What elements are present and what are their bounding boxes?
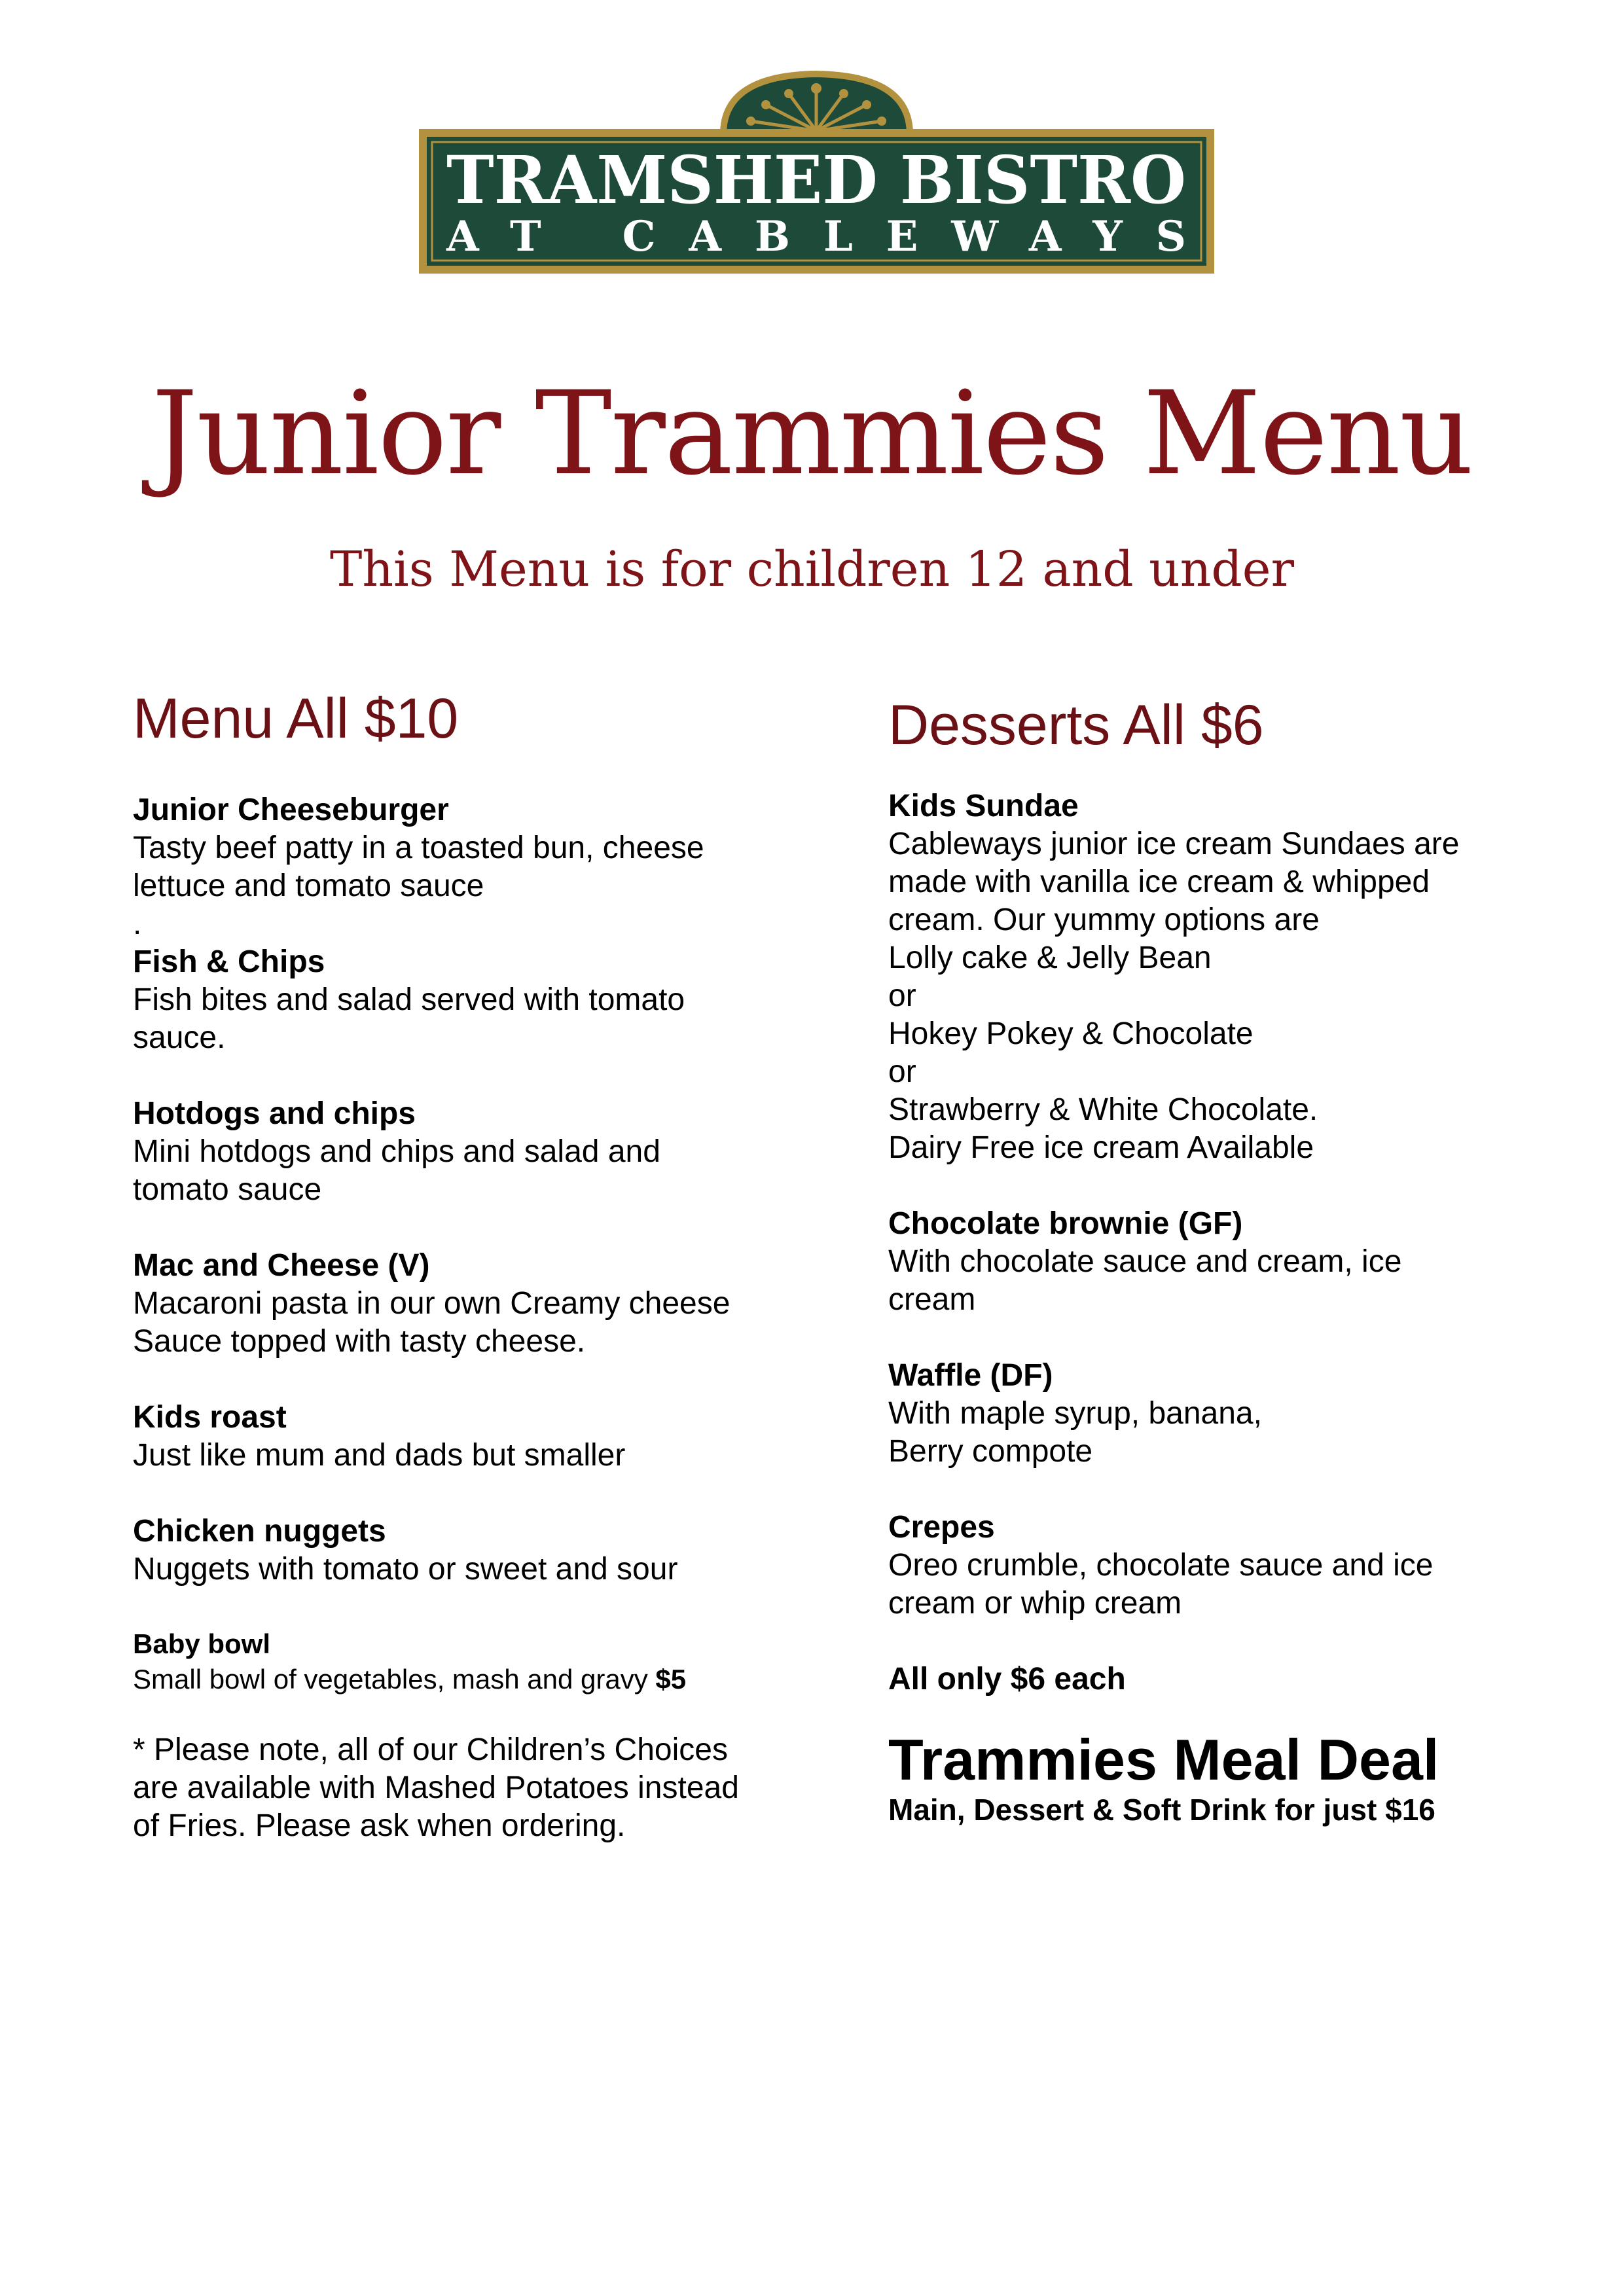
- item-description: [888, 1547, 1582, 1623]
- note-line: * Please note, all of our Children’s Choices: [133, 1732, 728, 1767]
- item-name: Waffle (DF): [888, 1358, 1053, 1393]
- menu-item-chicken-nuggets: [133, 1513, 807, 1588]
- item-name: Baby bowl: [133, 1628, 271, 1659]
- item-description: [133, 1133, 807, 1209]
- tramshed-bistro-logo: [416, 69, 1218, 277]
- desserts-column: [888, 694, 1582, 1828]
- item-description-line: Nuggets with tomato or sweet and sour: [133, 1552, 678, 1587]
- meal-deal-title: Trammies Meal Deal: [888, 1727, 1439, 1792]
- menu-item-chocolate-brownie: [888, 1205, 1582, 1319]
- mains-heading: Menu All $10: [133, 687, 459, 750]
- item-description-line: cream. Our yummy options are: [888, 903, 1320, 937]
- item-description-line: made with vanilla ice cream & whipped: [888, 865, 1430, 899]
- item-description-line: Tasty beef patty in a toasted bun, cheese: [133, 831, 704, 865]
- item-description-line: Mini hotdogs and chips and salad and: [133, 1134, 660, 1169]
- menu-item-mac-and-cheese: [133, 1247, 807, 1361]
- item-name: Mac and Cheese (V): [133, 1248, 430, 1283]
- note-line: of Fries. Please ask when ordering.: [133, 1808, 626, 1843]
- item-description: [133, 1437, 807, 1475]
- item-description: [888, 1395, 1582, 1471]
- item-description-line: Cableways junior ice cream Sundaes are: [888, 827, 1460, 861]
- item-description-line: cream: [888, 1282, 976, 1317]
- item-name: Fish & Chips: [133, 944, 325, 979]
- mains-column: [133, 687, 807, 1845]
- page-subtitle: This Menu is for children 12 and under: [330, 541, 1294, 598]
- logo-line-2: AT CABLEWAYS: [446, 212, 1186, 261]
- item-name: Chicken nuggets: [133, 1514, 386, 1549]
- item-description-line: tomato sauce: [133, 1172, 322, 1207]
- logo-line-1: TRAMSHED BISTRO: [446, 141, 1186, 219]
- item-name: Hotdogs and chips: [133, 1096, 416, 1131]
- menu-item-kids-roast: [133, 1399, 807, 1475]
- item-description-line: Berry compote: [888, 1434, 1093, 1469]
- item-description-line: sauce.: [133, 1020, 226, 1055]
- item-description: [133, 1551, 807, 1588]
- item-description-line: Oreo crumble, chocolate sauce and ice: [888, 1548, 1434, 1583]
- item-name: Kids Sundae: [888, 789, 1079, 823]
- item-description: [133, 1662, 807, 1697]
- item-description-line: With maple syrup, banana,: [888, 1396, 1262, 1431]
- item-description: [133, 981, 807, 1057]
- dessert-price-note: All only $6 each: [888, 1662, 1126, 1696]
- menu-item-junior-cheeseburger: [133, 791, 807, 905]
- menu-item-hotdogs-and-chips: [133, 1095, 807, 1209]
- menu-item-fish-and-chips: [133, 943, 807, 1057]
- menu-item-kids-sundae: [888, 787, 1582, 1167]
- item-description: [888, 1243, 1582, 1319]
- meal-deal-subtitle: Main, Dessert & Soft Drink for just $16: [888, 1793, 1435, 1827]
- mashed-potato-note: [133, 1731, 807, 1845]
- separator-dot: .: [133, 906, 142, 941]
- item-name: Junior Cheeseburger: [133, 793, 449, 827]
- note-line: are available with Mashed Potatoes instead: [133, 1770, 739, 1805]
- item-description-line: or: [888, 1054, 916, 1089]
- desserts-heading: Desserts All $6: [888, 694, 1264, 757]
- item-description: [133, 829, 807, 905]
- item-description-line: With chocolate sauce and cream, ice: [888, 1244, 1402, 1279]
- item-description-line: lettuce and tomato sauce: [133, 869, 484, 903]
- item-description-line: Strawberry & White Chocolate.: [888, 1092, 1318, 1127]
- menu-item-crepes: [888, 1509, 1582, 1623]
- item-description-line: Fish bites and salad served with tomato: [133, 982, 685, 1017]
- item-name: Crepes: [888, 1510, 995, 1545]
- item-description: [133, 1285, 807, 1361]
- menu-item-baby-bowl: [133, 1626, 807, 1697]
- item-description-line: Just like mum and dads but smaller: [133, 1438, 626, 1473]
- menu-item-waffle: [888, 1357, 1582, 1471]
- item-description-line: Dairy Free ice cream Available: [888, 1130, 1314, 1165]
- item-name: Kids roast: [133, 1400, 287, 1435]
- item-description-line: or: [888, 978, 916, 1013]
- item-description-line: Sauce topped with tasty cheese.: [133, 1324, 586, 1359]
- item-price: $5: [655, 1664, 687, 1695]
- item-description-line: cream or whip cream: [888, 1586, 1182, 1621]
- item-description-line: Lolly cake & Jelly Bean: [888, 941, 1212, 975]
- item-description-line: Hokey Pokey & Chocolate: [888, 1016, 1254, 1051]
- item-description-line: Macaroni pasta in our own Creamy cheese: [133, 1286, 731, 1321]
- item-name: Chocolate brownie (GF): [888, 1206, 1243, 1241]
- item-description-line: Small bowl of vegetables, mash and gravy: [133, 1664, 648, 1695]
- item-description: [888, 825, 1582, 1167]
- page-title: Junior Trammies Menu: [151, 367, 1473, 501]
